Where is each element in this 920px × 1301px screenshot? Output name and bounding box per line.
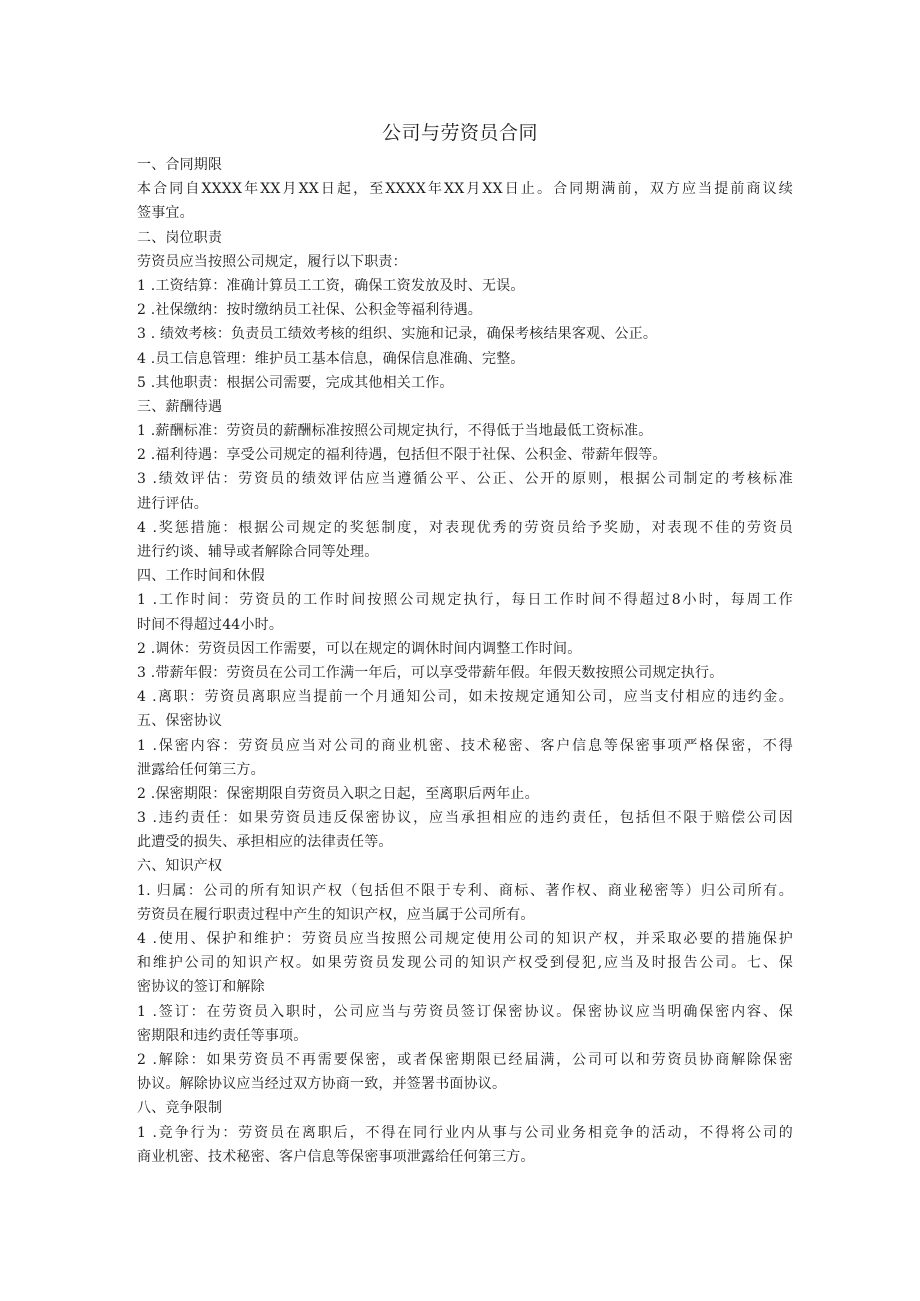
text-line: 4 .离职：劳资员离职应当提前一个月通知公司，如未按规定通知公司，应当支付相应的违约金。 bbox=[137, 689, 793, 706]
text-line: 四、工作时间和休假 bbox=[137, 568, 265, 585]
text-line: 五、保密协议 bbox=[137, 713, 223, 730]
text-line: 1 .签订：在劳资员入职时，公司应当与劳资员签订保密协议。保密协议应当明确保密内容、保 bbox=[137, 1003, 793, 1020]
text-line: 二、岗位职责 bbox=[137, 229, 223, 246]
text-line: 密协议的签订和解除 bbox=[137, 979, 265, 996]
text-line: 4 .员工信息管理：维护员工基本信息，确保信息准确、完整。 bbox=[137, 350, 525, 367]
text-line: 进行约谈、辅导或者解除合同等处理。 bbox=[137, 544, 379, 560]
text-line: 1. 归属：公司的所有知识产权（包括但不限于专利、商标、著作权、商业秘密等）归公司所有。 bbox=[137, 882, 793, 899]
text-line: 协议。解除协议应当经过双方协商一致，并签署书面协议。 bbox=[137, 1076, 507, 1093]
document-body bbox=[137, 153, 793, 1169]
text-line: 1 .工资结算：准确计算员工工资，确保工资发放及时、无误。 bbox=[137, 277, 525, 294]
text-line: 1 .竞争行为：劳资员在离职后，不得在同行业内从事与公司业务相竞争的活动，不得将公司的 bbox=[137, 1124, 793, 1141]
text-line: 3 .带薪年假：劳资员在公司工作满一年后，可以享受带薪年假。年假天数按照公司规定执行。 bbox=[137, 664, 724, 681]
text-line: 3 .违约责任：如果劳资员违反保密协议，应当承担相应的违约责任，包括但不限于赔偿公司因 bbox=[137, 810, 793, 827]
text-line: 时间不得超过44小时。 bbox=[137, 616, 284, 633]
text-line: 八、竞争限制 bbox=[137, 1100, 223, 1117]
text-line: 本合同自XXXX年XX月XX日起，至XXXX年XX月XX日止。合同期满前，双方应当提前商议续 bbox=[137, 181, 793, 198]
text-line: 2 .保密期限：保密期限自劳资员入职之日起，至离职后两年止。 bbox=[137, 785, 539, 802]
text-line: 2 .福利待遇：享受公司规定的福利待遇，包括但不限于社保、公积金、带薪年假等。 bbox=[137, 447, 667, 464]
text-line: 3 . 绩效考核：负责员工绩效考核的组织、实施和记录，确保考核结果客观、公正。 bbox=[137, 326, 658, 343]
text-line: 签事宜。 bbox=[137, 205, 194, 222]
text-line: 泄露给任何第三方。 bbox=[137, 761, 265, 778]
text-line: 2 .调休：劳资员因工作需要，可以在规定的调休时间内调整工作时间。 bbox=[137, 640, 582, 657]
text-line: 1 .工作时间：劳资员的工作时间按照公司规定执行，每日工作时间不得超过8小时，每周工作 bbox=[137, 592, 793, 609]
text-line: 进行评估。 bbox=[137, 495, 208, 512]
text-line: 5 .其他职责：根据公司需要，完成其他相关工作。 bbox=[137, 374, 454, 391]
text-line: 4 .使用、保护和维护：劳资员应当按照公司规定使用公司的知识产权，并采取必要的措施保护 bbox=[137, 931, 793, 947]
text-line: 商业机密、技术秘密、客户信息等保密事项泄露给任何第三方。 bbox=[137, 1148, 535, 1165]
text-line: 1 .薪酬标准：劳资员的薪酬标准按照公司规定执行，不得低于当地最低工资标准。 bbox=[137, 423, 653, 440]
text-line: 4 .奖惩措施：根据公司规定的奖惩制度，对表现优秀的劳资员给予奖励，对表现不佳的劳资员 bbox=[137, 519, 793, 536]
text-line: 2 .解除：如果劳资员不再需要保密，或者保密期限已经届满，公司可以和劳资员协商解除保密 bbox=[137, 1051, 793, 1068]
text-line: 劳资员应当按照公司规定，履行以下职责： bbox=[137, 253, 407, 270]
document-title: 公司与劳资员合同 bbox=[381, 122, 538, 144]
text-line: 3 .绩效评估：劳资员的绩效评估应当遵循公平、公正、公开的原则，根据公司制定的考核标准 bbox=[137, 471, 793, 488]
text-line: 六、知识产权 bbox=[137, 858, 223, 875]
text-line: 和维护公司的知识产权。如果劳资员发现公司的知识产权受到侵犯,应当及时报告公司。七、保 bbox=[137, 955, 793, 972]
text-line: 此遭受的损失、承担相应的法律责任等。 bbox=[137, 834, 393, 851]
text-line: 一、合同期限 bbox=[137, 157, 223, 173]
text-line: 三、薪酬待遇 bbox=[137, 398, 223, 415]
text-line: 密期限和违约责任等事项。 bbox=[137, 1027, 308, 1044]
text-line: 2 .社保缴纳：按时缴纳员工社保、公积金等福利待遇。 bbox=[137, 302, 483, 319]
text-line: 劳资员在履行职责过程中产生的知识产权，应当属于公司所有。 bbox=[137, 906, 535, 923]
text-line: 1 .保密内容：劳资员应当对公司的商业机密、技术秘密、客户信息等保密事项严格保密，不得 bbox=[137, 737, 793, 754]
